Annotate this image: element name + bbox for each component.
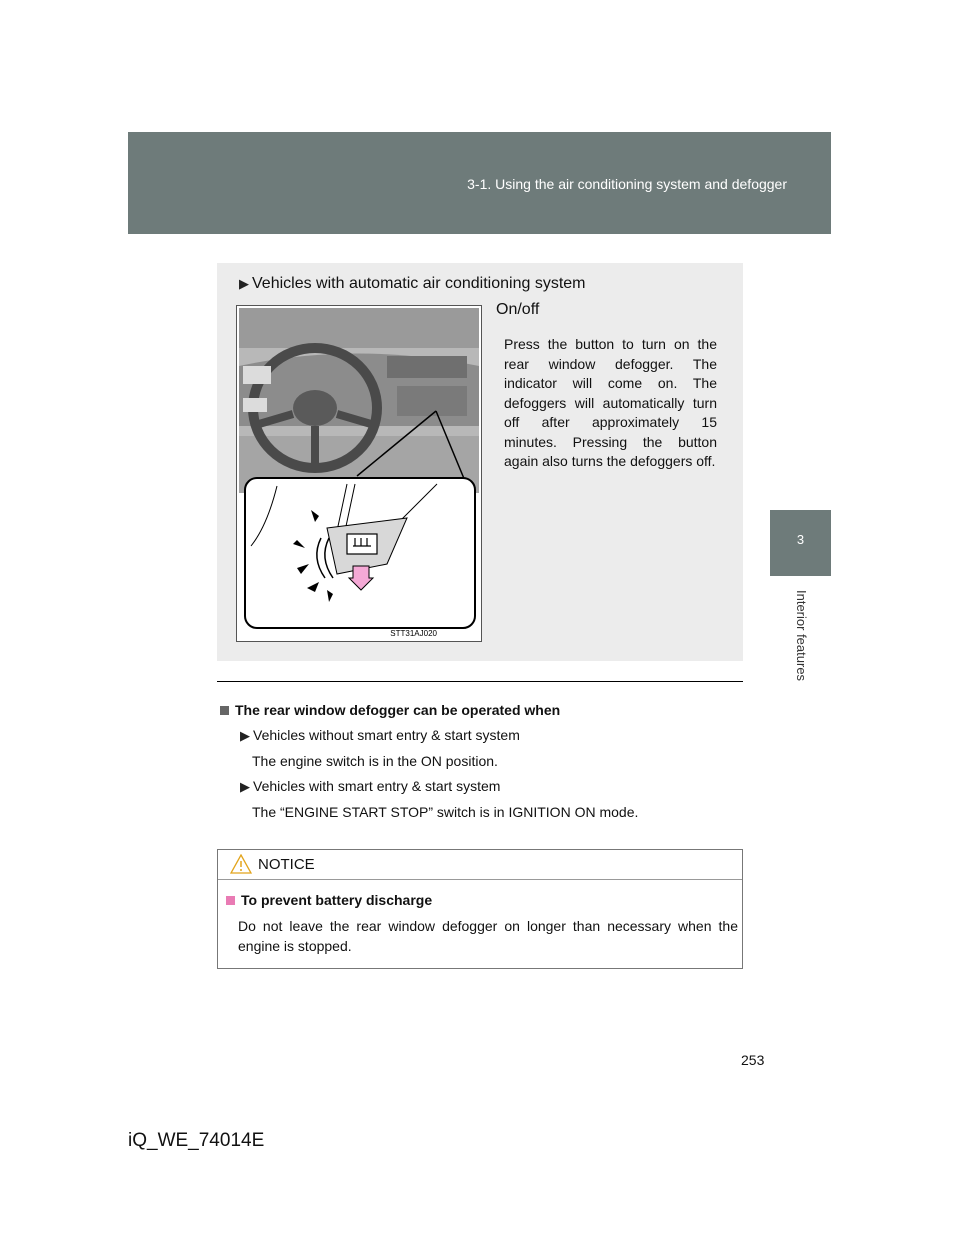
triangle-bullet-icon: ▶	[240, 779, 250, 794]
notice-body: Do not leave the rear window defogger on longer than necessary when the engine is stopped.	[238, 918, 738, 954]
defogger-illustration	[236, 305, 482, 642]
section-divider	[217, 681, 743, 682]
notice-label: NOTICE	[258, 856, 315, 873]
on-off-label: On/off	[496, 301, 540, 318]
operation-title	[220, 700, 740, 720]
document-code: iQ_WE_74014E	[128, 1130, 265, 1151]
operation-item-label-text: Vehicles with smart entry & start system	[253, 778, 501, 794]
triangle-bullet-icon: ▶	[240, 728, 250, 743]
chapter-side-label	[759, 590, 843, 700]
chapter-side-label-text: Interior features	[794, 590, 809, 682]
operation-item-label-text: Vehicles without smart entry & start system	[253, 727, 520, 743]
operation-item-label	[220, 776, 740, 797]
operation-item-label	[220, 725, 740, 746]
notice-header	[218, 850, 742, 880]
notice-title-text: To prevent battery discharge	[241, 892, 433, 908]
square-bullet-icon	[226, 896, 235, 905]
operation-title-text: The rear window defogger can be operated when	[235, 702, 561, 718]
chapter-number: 3	[796, 532, 805, 547]
triangle-bullet-icon: ▶	[239, 276, 249, 291]
dashboard-illustration-icon	[237, 306, 481, 641]
notice-box	[217, 849, 743, 969]
chapter-title: 3-1. Using the air conditioning system and defogger	[467, 176, 787, 192]
operation-item-detail: The engine switch is in the ON position.	[252, 753, 498, 769]
feature-description: Press the button to turn on the rear window defogger. The indicator will come on. The defoggers will automatically turn off after approximately 15 minutes. Pressing the button again also turns the defoggers off.	[504, 336, 717, 469]
chapter-number-tab	[770, 510, 831, 576]
feature-heading-text: Vehicles with automatic air conditioning system	[252, 275, 586, 292]
feature-heading	[239, 275, 586, 293]
warning-triangle-icon	[230, 854, 252, 874]
square-bullet-icon	[220, 706, 229, 715]
feature-box	[217, 263, 743, 661]
image-code-label: STT31AJ020	[390, 629, 437, 638]
notice-title	[226, 892, 432, 908]
chapter-header	[128, 132, 831, 234]
operation-section	[220, 700, 740, 822]
page-number: 253	[741, 1052, 765, 1068]
operation-item-detail: The “ENGINE START STOP” switch is in IGNITION ON mode.	[252, 804, 639, 820]
